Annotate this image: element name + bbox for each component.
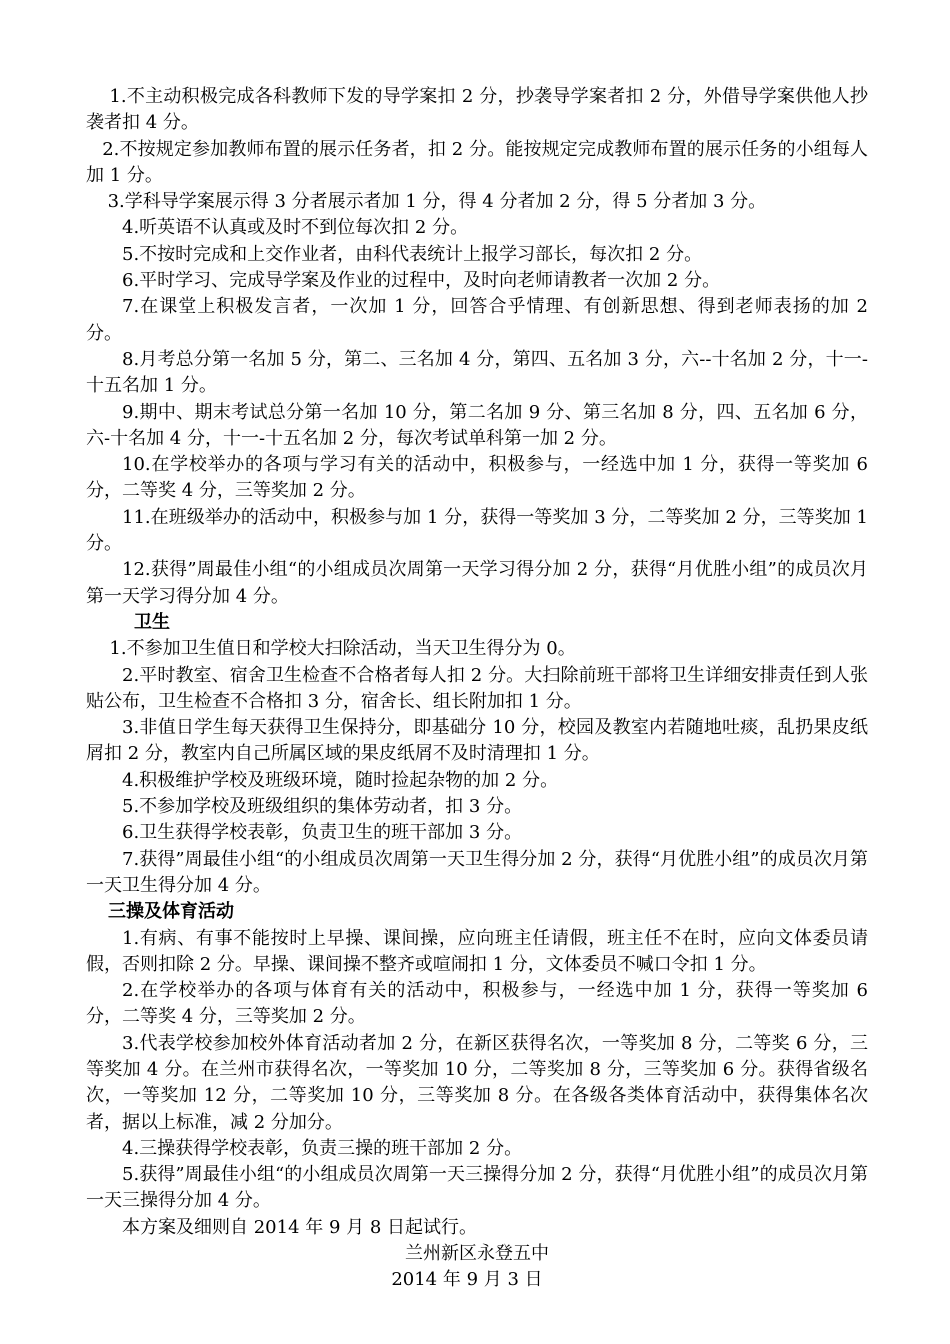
study-item-6: 6.平时学习、完成导学案及作业的过程中，及时向老师请教者一次加 2 分。 bbox=[122, 270, 721, 292]
study-item-7: 7.在课堂上积极发言者，一次加 1 分，回答合乎情理、有创新思想、得到老师表扬的加 2 分。 bbox=[86, 296, 868, 344]
hygiene-item-3: 3.非值日学生每天获得卫生保持分，即基础分 10 分，校园及教室内若随地吐痰，乱扔果皮纸屑扣 2 分，教室内自己所属区域的果皮纸屑不及时清理扣 1 分。 bbox=[86, 717, 868, 765]
hygiene-item-5: 5.不参加学校及班级组织的集体劳动者，扣 3 分。 bbox=[122, 796, 523, 818]
exercise-item-4: 4.三操获得学校表彰，负责三操的班干部加 2 分。 bbox=[122, 1137, 523, 1159]
closing-statement: 本方案及细则自 2014 年 9 月 8 日起试行。 bbox=[122, 1216, 478, 1238]
study-item-11: 11.在班级举办的活动中，积极参与加 1 分，获得一等奖加 3 分，二等奖加 2 分，三等奖加 1 分。 bbox=[86, 506, 868, 555]
hygiene-heading: 卫生 bbox=[134, 611, 170, 633]
study-item-2: 2.不按规定参加教师布置的展示任务者，扣 2 分。能按规定完成教师布置的展示任务的小组每人加 1 分。 bbox=[86, 138, 868, 186]
study-item-9: 9.期中、期末考试总分第一名加 10 分，第二名加 9 分、第三名加 8 分，四、五名加 6 分，六-十名加 4 分，十一-十五名加 2 分，每次考试单科第一加 2 分。 bbox=[86, 401, 868, 449]
hygiene-item-7: 7.获得”周最佳小组“的小组成员次周第一天卫生得分加 2 分，获得“月优胜小组”的成员次月第一天卫生得分加 4 分。 bbox=[86, 848, 868, 896]
study-item-4: 4.听英语不认真或及时不到位每次扣 2 分。 bbox=[122, 217, 469, 239]
study-item-5: 5.不按时完成和上交作业者，由科代表统计上报学习部长，每次扣 2 分。 bbox=[122, 243, 703, 265]
hygiene-item-2: 2.平时教室、宿舍卫生检查不合格者每人扣 2 分。大扫除前班干部将卫生详细安排责任到人张贴公布，卫生检查不合格扣 3 分，宿舍长、组长附加扣 1 分。 bbox=[86, 664, 868, 712]
exercise-item-5: 5.获得”周最佳小组“的小组成员次周第一天三操得分加 2 分，获得“月优胜小组”的成员次月第一天三操得分加 4 分。 bbox=[86, 1164, 868, 1212]
exercise-item-3: 3.代表学校参加校外体育活动者加 2 分，在新区获得名次，一等奖加 8 分，二等奖 6 分，三等奖加 4 分。在兰州市获得名次，一等奖加 10 分，二等奖加 8 分，三等奖加 6 分。获得省级名次，一等奖加 12 分，二等奖加 10 分，三等奖加 8 分。在各级各类体育活动中，获得集体名次者，据以上标准，减 2 分加分。 bbox=[86, 1032, 868, 1133]
exercise-item-2: 2.在学校举办的各项与体育有关的活动中，积极参与，一经选中加 1 分，获得一等奖加 6 分，二等奖 4 分，三等奖加 2 分。 bbox=[86, 980, 868, 1028]
study-item-8: 8.月考总分第一名加 5 分，第二、三名加 4 分，第四、五名加 3 分，六--十名加 2 分，十一-十五名加 1 分。 bbox=[86, 348, 868, 397]
study-item-10: 10.在学校举办的各项与学习有关的活动中，积极参与，一经选中加 1 分，获得一等奖加 6 分，二等奖 4 分，三等奖加 2 分。 bbox=[86, 454, 868, 502]
exercise-item-1: 1.有病、有事不能按时上早操、课间操，应向班主任请假，班主任不在时，应向文体委员请假，否则扣除 2 分。早操、课间操不整齐或喧闹扣 1 分，文体委员不喊口令扣 1 分。 bbox=[86, 927, 868, 975]
signature-date: 2014 年 9 月 3 日 bbox=[391, 1269, 543, 1291]
study-item-1: 1.不主动积极完成各科教师下发的导学案扣 2 分，抄袭导学案者扣 2 分，外借导学案供他人抄袭者扣 4 分。 bbox=[86, 86, 868, 134]
hygiene-item-4: 4.积极维护学校及班级环境，随时捡起杂物的加 2 分。 bbox=[122, 769, 559, 791]
hygiene-item-6: 6.卫生获得学校表彰，负责卫生的班干部加 3 分。 bbox=[122, 822, 523, 844]
study-item-3: 3.学科导学案展示得 3 分者展示者加 1 分，得 4 分者加 2 分，得 5 分者加 3 分。 bbox=[107, 191, 767, 213]
signature-organization: 兰州新区永登五中 bbox=[405, 1243, 549, 1265]
exercise-heading: 三操及体育活动 bbox=[108, 901, 234, 923]
hygiene-item-1: 1.不参加卫生值日和学校大扫除活动，当天卫生得分为 0。 bbox=[109, 638, 576, 660]
study-item-12: 12.获得”周最佳小组“的小组成员次周第一天学习得分加 2 分，获得“月优胜小组”的成员次月第一天学习得分加 4 分。 bbox=[86, 559, 868, 607]
